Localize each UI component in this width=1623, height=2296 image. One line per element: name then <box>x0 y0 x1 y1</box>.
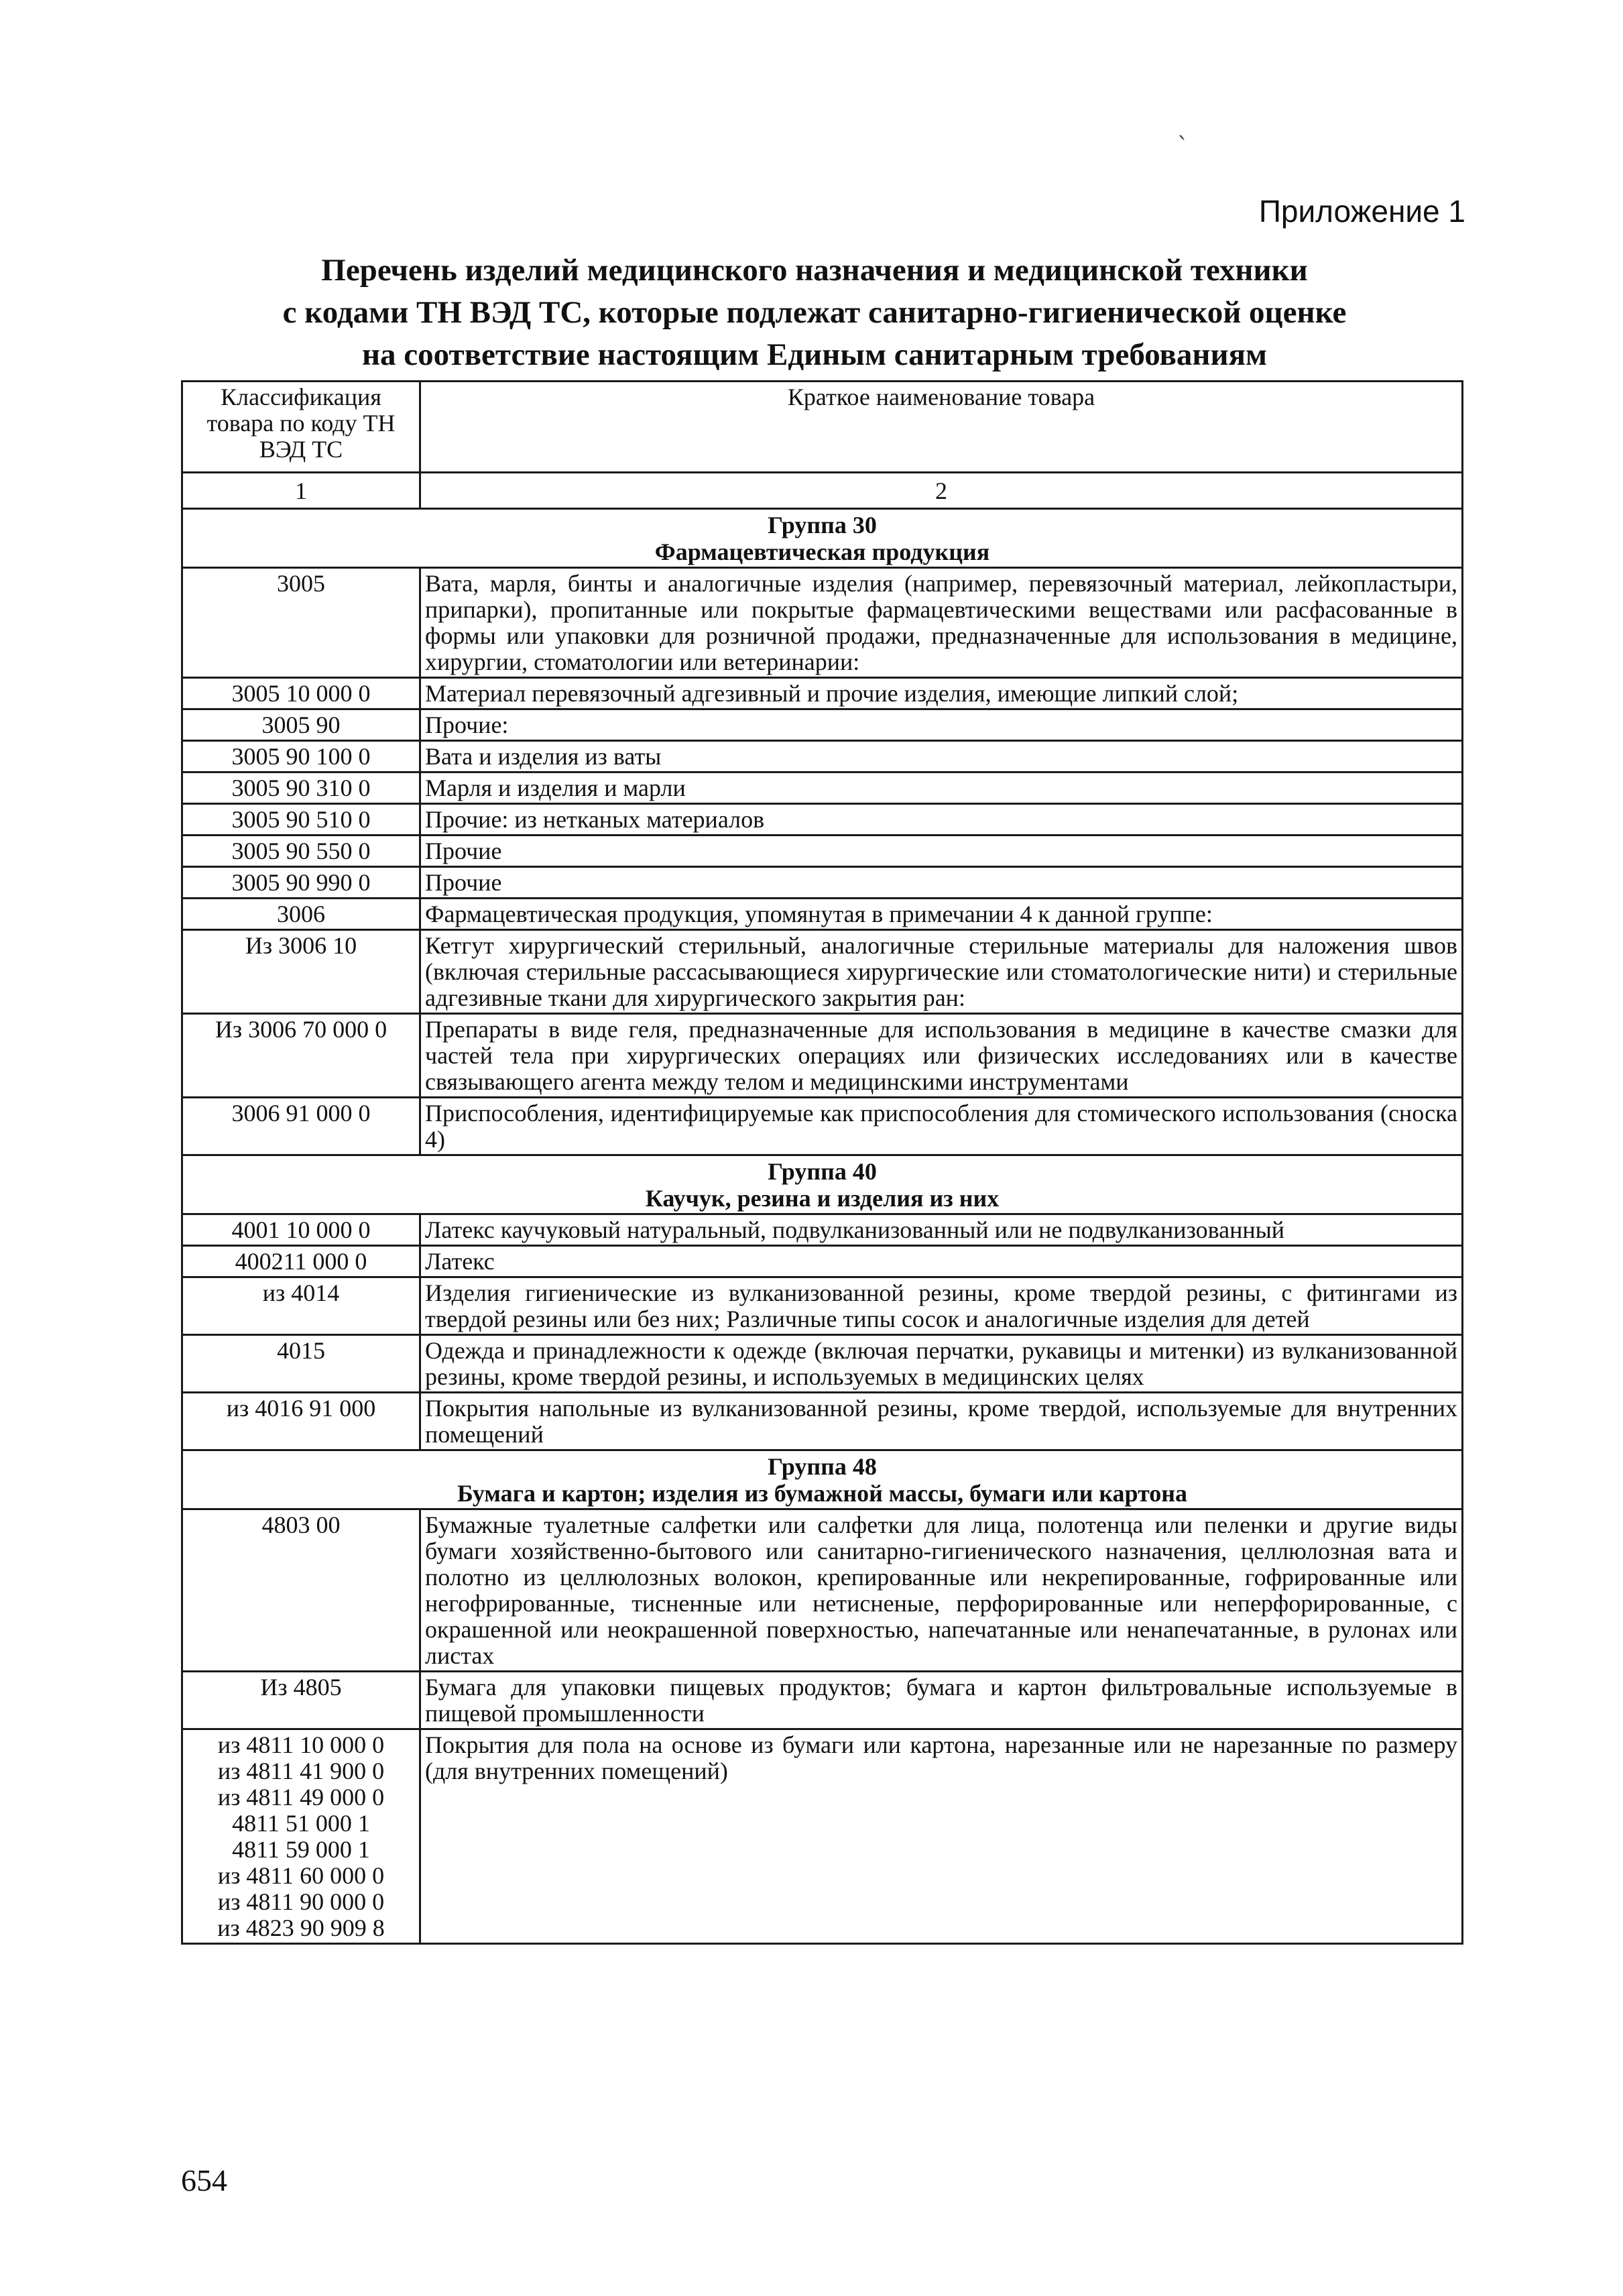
product-name-cell: Прочие: из нетканых материалов <box>420 804 1463 836</box>
tnved-code-cell: 3005 90 550 0 <box>182 836 420 867</box>
product-name-cell: Латекс каучуковый натуральный, подвулканизованный или не подвулканизованный <box>420 1214 1463 1246</box>
tnved-code-cell: 3005 90 100 0 <box>182 741 420 772</box>
table-row <box>182 1014 1463 1098</box>
tnved-code-cell: Из 3006 70 000 0 <box>182 1014 420 1098</box>
tnved-code-cell: 3005 <box>182 568 420 678</box>
table-row <box>182 1729 1463 1944</box>
tnved-code-cell: 4803 00 <box>182 1509 420 1672</box>
product-name-cell: Бумага для упаковки пищевых продуктов; бумага и картон фильтровальные используемые в пищевой промышленности <box>420 1672 1463 1729</box>
page-number: 654 <box>181 2163 227 2197</box>
table-row <box>182 1246 1463 1277</box>
stray-mark: ` <box>1177 133 1189 160</box>
tnved-code-cell: из 4016 91 000 <box>182 1393 420 1450</box>
group-40-section <box>182 1155 1463 1450</box>
appendix-label: Приложение 1 <box>1258 194 1465 229</box>
tnved-code-cell: 3005 90 510 0 <box>182 804 420 836</box>
column-number-row <box>182 473 1463 509</box>
title-line-1: Перечень изделий медицинского назначения и медицинской техники <box>321 253 1308 288</box>
group-title: Группа 30 <box>768 512 877 538</box>
product-name-cell: Бумажные туалетные салфетки или салфетки для лица, полотенца или пеленки и другие виды бумаги хозяйственно-бытового или санитарно-гигиенического назначения, целлюлозная вата и полотно из целлюлозных волокон, крепированные или некрепированные, гофрированные или негофрированные, тисненные или нетисненые, перфорированные или неперфорированные, с окрашенной или неокрашенной поверхностью, напечатанные или ненапечатанные, в рулонах или листах <box>420 1509 1463 1672</box>
table-row <box>182 741 1463 772</box>
col1-header: Классификация товара по коду ТН ВЭД ТС <box>182 382 420 473</box>
col1-number: 1 <box>182 473 420 509</box>
group-subtitle: Каучук, резина и изделия из них <box>645 1185 1000 1212</box>
product-name-cell: Кетгут хирургический стерильный, аналогичные стерильные материалы для наложения швов (включая стерильные рассасывающиеся хирургические или стоматологические нити) и стерильные адгезивные ткани для хирургического закрытия ран: <box>420 930 1463 1014</box>
product-name-cell: Материал перевязочный адгезивный и прочие изделия, имеющие липкий слой; <box>420 678 1463 709</box>
tnved-code-cell: Из 3006 10 <box>182 930 420 1014</box>
table-row <box>182 930 1463 1014</box>
col2-header: Краткое наименование товара <box>420 382 1463 473</box>
title-line-2: с кодами ТН ВЭД ТС, которые подлежат санитарно-гигиенической оценке <box>282 295 1347 330</box>
group-header-row <box>182 1155 1463 1214</box>
tnved-code-cell: 3005 10 000 0 <box>182 678 420 709</box>
table-row <box>182 1509 1463 1672</box>
tnved-code-cell: 400211 000 0 <box>182 1246 420 1277</box>
product-name-cell: Прочие <box>420 867 1463 899</box>
group-48-section <box>182 1450 1463 1944</box>
tnved-code-cell: 3005 90 <box>182 709 420 741</box>
tnved-code-cell: 4001 10 000 0 <box>182 1214 420 1246</box>
group-subtitle: Бумага и картон; изделия из бумажной массы, бумаги или картона <box>457 1480 1188 1507</box>
product-name-cell: Марля и изделия и марли <box>420 772 1463 804</box>
table-row <box>182 1393 1463 1450</box>
table-row <box>182 804 1463 836</box>
group-30-section <box>182 509 1463 1155</box>
title-line-3: на соответствие настоящим Единым санитарным требованиям <box>361 337 1268 372</box>
group-title: Группа 40 <box>768 1158 877 1185</box>
tnved-code-cell: 3005 90 990 0 <box>182 867 420 899</box>
product-name-cell: Фармацевтическая продукция, упомянутая в примечании 4 к данной группе: <box>420 899 1463 930</box>
group-subtitle: Фармацевтическая продукция <box>654 538 990 565</box>
table-row <box>182 772 1463 804</box>
tnved-code-cell: из 4014 <box>182 1277 420 1335</box>
document-title <box>168 249 1461 376</box>
product-name-cell: Препараты в виде геля, предназначенные для использования в медицине в качестве смазки для частей тела при хирургических операциях или физических исследованиях или в качестве связывающего агента между телом и медицинскими инструментами <box>420 1014 1463 1098</box>
table-row <box>182 568 1463 678</box>
table-row <box>182 899 1463 930</box>
table-row <box>182 1672 1463 1729</box>
table-row <box>182 678 1463 709</box>
table-row <box>182 1335 1463 1393</box>
group-header-row <box>182 509 1463 568</box>
table-row <box>182 1277 1463 1335</box>
product-table <box>181 380 1463 1945</box>
table-row <box>182 709 1463 741</box>
tnved-code-cell: 3006 91 000 0 <box>182 1098 420 1155</box>
tnved-code-cell: 3006 <box>182 899 420 930</box>
product-name-cell: Вата, марля, бинты и аналогичные изделия (например, перевязочный материал, лейкопластыри, припарки), пропитанные или покрытые фармацевтическими веществами или расфасованные в формы или упаковки для розничной продажи, предназначенные для использования в медицине, хирургии, стоматологии или ветеринарии: <box>420 568 1463 678</box>
product-name-cell: Вата и изделия из ваты <box>420 741 1463 772</box>
product-name-cell: Одежда и принадлежности к одежде (включая перчатки, рукавицы и митенки) из вулканизованной резины, кроме твердой резины, и используемых в медицинских целях <box>420 1335 1463 1393</box>
group-header <box>182 1450 1463 1509</box>
table-row <box>182 1214 1463 1246</box>
table-row <box>182 867 1463 899</box>
tnved-code-cell: 4015 <box>182 1335 420 1393</box>
group-header <box>182 509 1463 568</box>
product-name-cell: Латекс <box>420 1246 1463 1277</box>
product-name-cell: Покрытия напольные из вулканизованной резины, кроме твердой, используемые для внутренних помещений <box>420 1393 1463 1450</box>
product-name-cell: Приспособления, идентифицируемые как приспособления для стомического использования (сноска 4) <box>420 1098 1463 1155</box>
product-name-cell: Прочие: <box>420 709 1463 741</box>
group-header-row <box>182 1450 1463 1509</box>
product-name-cell: Покрытия для пола на основе из бумаги или картона, нарезанные или не нарезанные по размеру (для внутренних помещений) <box>420 1729 1463 1944</box>
tnved-code-cell: 3005 90 310 0 <box>182 772 420 804</box>
table-header-row <box>182 382 1463 473</box>
table-row <box>182 836 1463 867</box>
product-name-cell: Изделия гигиенические из вулканизованной резины, кроме твердой резины, с фитингами из твердой резины или без них; Различные типы сосок и аналогичные изделия для детей <box>420 1277 1463 1335</box>
product-name-cell: Прочие <box>420 836 1463 867</box>
group-title: Группа 48 <box>768 1453 877 1480</box>
group-header <box>182 1155 1463 1214</box>
col2-number: 2 <box>420 473 1463 509</box>
table-row <box>182 1098 1463 1155</box>
tnved-code-cell: Из 4805 <box>182 1672 420 1729</box>
tnved-code-cell: из 4811 10 000 0 из 4811 41 900 0 из 4811 49 000 0 4811 51 000 1 4811 59 000 1 из 4811 60 000 0 из 4811 90 000 0 из 4823 90 909 8 <box>182 1729 420 1944</box>
